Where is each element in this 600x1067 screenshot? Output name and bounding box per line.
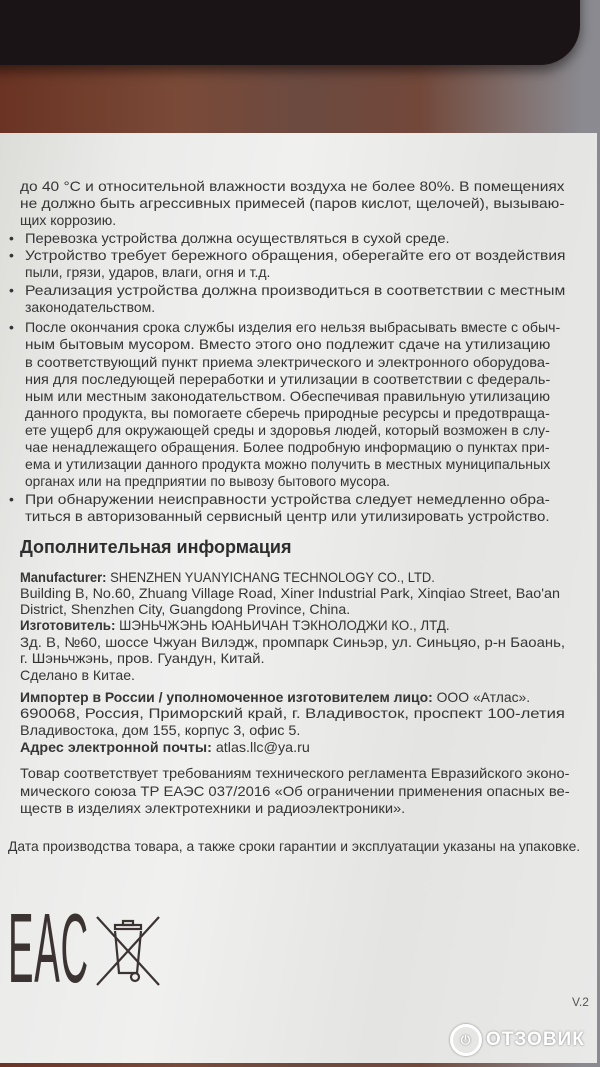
- bullet-icon: •: [9, 282, 14, 298]
- importer-name: ООО «Атлас».: [432, 689, 531, 705]
- manufacturer-ru-name: ШЭНЬЧЖЭНЬ ЮАНЬИЧАН ТЭКНОЛОДЖИ КО., ЛТД.: [115, 617, 450, 633]
- manufacturer-ru-line: [20, 617, 450, 633]
- text-line: ния для последующей переработки и утилизации в соответствии с федераль-: [25, 371, 551, 387]
- text-line: Перевозка устройства должна осуществляться в сухой среде.: [25, 230, 450, 246]
- text-line: ете ущерб для окружающей среды и здоровья людей, который возможен в слу-: [25, 422, 550, 438]
- eac-logo: EAC: [8, 893, 89, 1003]
- email-line: [20, 739, 310, 755]
- date-note: Дата производства товара, а также сроки гарантии и эксплуатации указаны на упаковке.: [8, 838, 581, 854]
- text-line: щих коррозию.: [20, 212, 117, 228]
- text-line: При обнаружении неисправности устройства следует немедленно обра-: [25, 491, 550, 507]
- text-line: пыли, грязи, ударов, влаги, огня и т.д.: [25, 264, 271, 280]
- otzovik-watermark: [450, 1024, 585, 1056]
- importer-label: Импортер в России / уполномоченное изготовителем лицо:: [20, 689, 433, 705]
- text-line: мического союза ТР ЕАЭС 037/2016 «Об ограничении применения опасных ве-: [20, 783, 570, 799]
- text-line: чае ненадлежащего обращения. Более подробную информацию о пунктах при-: [25, 439, 550, 455]
- bullet-icon: •: [9, 491, 14, 507]
- text-line: После окончания срока службы изделия его нельзя выбрасывать вместе с обыч-: [25, 319, 561, 335]
- watermark-text: ОТЗОВИК: [486, 1029, 585, 1050]
- email-label: Адрес электронной почты:: [20, 739, 212, 755]
- section-heading: Дополнительная информация: [20, 537, 292, 557]
- text-line: ема и утилизации данного продукта можно получить в местных муниципальных: [25, 456, 551, 472]
- text-line: до 40 °С и относительной влажности воздуха не более 80%. В помещениях: [20, 178, 565, 194]
- bullet-icon: •: [9, 230, 14, 246]
- email-value: atlas.llc@ya.ru: [211, 739, 310, 755]
- dark-device-object: [0, 0, 580, 65]
- text-line: ществ в изделиях электротехники и радиоэлектроники».: [20, 800, 406, 816]
- weee-crossed-bin-logo: [95, 915, 163, 992]
- text-line: Устройство требует бережного обращения, оберегайте его от воздействия: [25, 247, 566, 263]
- manufacturer-label: Manufacturer:: [20, 569, 107, 585]
- text-line: законодательством.: [25, 299, 156, 315]
- importer-line: [20, 689, 530, 705]
- text-line: ным бытовым мусором. Вместо этого оно подлежит сдаче на утилизацию: [25, 336, 551, 352]
- manufacturer-address: Building B, No.60, Zhuang Village Road, Xiner Industrial Park, Xinqiao Street, Bao'an: [20, 585, 560, 601]
- manufacturer-ru-address: г. Шэньчжэнь, пров. Гуандун, Китай.: [20, 650, 265, 666]
- text-line: Товар соответствует требованиям технического регламента Евразийского эконо-: [20, 765, 570, 781]
- manufacturer-name: SHENZHEN YUANYICHANG TECHNOLOGY CO., LTD.: [106, 569, 435, 585]
- manufacturer-line: [20, 569, 435, 585]
- text-line: данного продукта, вы помогаете сберечь природные ресурсы и предотвраща-: [25, 405, 550, 421]
- text-line: титься в авторизованный сервисный центр или утилизировать устройство.: [25, 508, 550, 524]
- crossed-out-bin-icon: [95, 915, 163, 987]
- manufacturer-address: District, Shenzhen City, Guangdong Province, China.: [20, 601, 351, 617]
- power-logo-icon: ⏻: [450, 1024, 482, 1056]
- manufacturer-ru-address: Зд. В, №60, шоссе Чжуан Вилэдж, промпарк Синьэр, ул. Синьцяо, р-н Баоань,: [20, 634, 566, 650]
- bullet-icon: •: [9, 319, 14, 335]
- version-label: V.2: [572, 995, 589, 1009]
- importer-address: 690068, Россия, Приморский край, г. Владивосток, проспект 100-летия: [20, 705, 565, 721]
- text-line: не должно быть агрессивных примесей (паров кислот, щелочей), вызываю-: [20, 195, 565, 211]
- manufacturer-ru-label: Изготовитель:: [20, 617, 116, 633]
- text-line: в соответствующий пункт приема электрического и электронного оборудова-: [25, 354, 550, 370]
- text-line: органах или на предприятии по вывозу бытового мусора.: [25, 473, 390, 489]
- bullet-icon: •: [9, 247, 14, 263]
- text-line: Реализация устройства должна производиться в соответствии с местным: [25, 282, 566, 298]
- importer-address: Владивостока, дом 155, корпус 3, офис 5.: [20, 722, 301, 738]
- text-line: ным или местным законодательством. Обеспечивая правильную утилизацию: [25, 388, 551, 404]
- country-of-origin: Сделано в Китае.: [20, 667, 135, 683]
